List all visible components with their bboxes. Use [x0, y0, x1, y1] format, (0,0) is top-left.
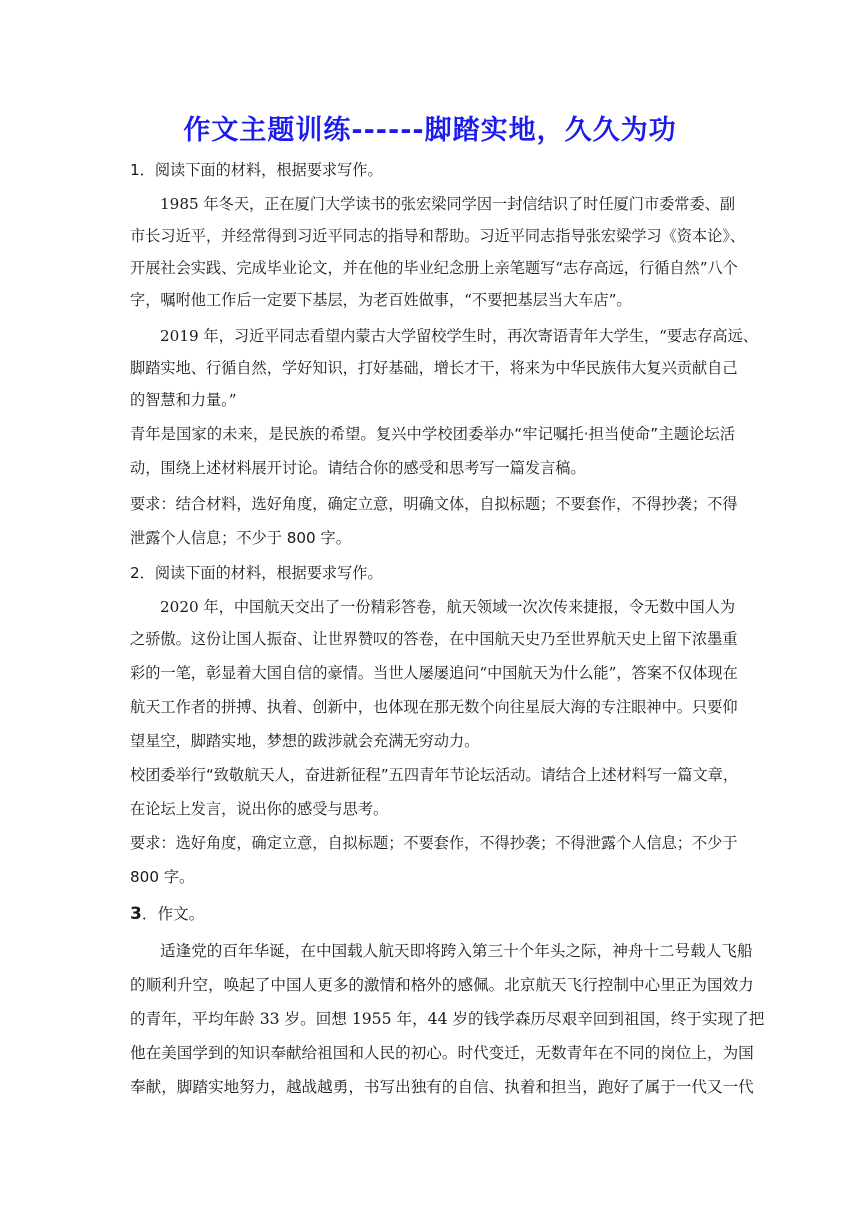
- q2-p1-line: 之骄傲。这份让国人振奋、让世界赞叹的答卷，在中国航天史乃至世界航天史上留下浓墨重: [130, 630, 738, 648]
- q1-p1-line: 字，嘱咐他工作后一定要下基层，为老百姓做事，“不要把基层当大车店”。: [130, 291, 632, 309]
- q1-p3-line: 动，围绕上述材料展开讨论。请结合你的感受和思考写一篇发言稿。: [130, 459, 586, 477]
- q2-p2-line: 校团委举行“致敬航天人，奋进新征程”五四青年节论坛活动。请结合上述材料写一篇文章，: [130, 766, 739, 784]
- q1-p3-line: 青年是国家的未来，是民族的希望。复兴中学校团委举办“牢记嘱托·担当使命”主题论坛活: [130, 425, 735, 443]
- q3-heading-text: ．作文。: [141, 905, 205, 923]
- q1-p1-line: 1985 年冬天，正在厦门大学读书的张宏梁同学因一封信结识了时任厦门市委常委、副: [160, 195, 736, 213]
- q3-number: 3: [130, 904, 142, 924]
- q2-p3-line: 要求：选好角度，确定立意，自拟标题；不要套作，不得抄袭；不得泄露个人信息；不少于: [130, 834, 738, 852]
- q1-p2-line: 的智慧和力量。”: [130, 391, 237, 409]
- q1-p1-line: 市长习近平，并经常得到习近平同志的指导和帮助。习近平同志指导张宏梁学习《资本论》、: [130, 227, 746, 245]
- q2-p2-line: 在论坛上发言，说出你的感受与思考。: [130, 800, 389, 818]
- q2-p3-line: 800 字。: [130, 868, 195, 886]
- q1-p2-line: 2019 年，习近平同志看望内蒙古大学留校学生时，再次寄语青年大学生，“要志存高远、: [160, 327, 758, 345]
- q1-p2-line: 脚踏实地、行循自然，学好知识，打好基础，增长才干，将来为中华民族伟大复兴贡献自己: [130, 359, 738, 377]
- q2-p1-line: 2020 年，中国航天交出了一份精彩答卷，航天领域一次次传来捷报，令无数中国人为: [160, 598, 736, 616]
- q1-p4-line: 要求：结合材料，选好角度，确定立意，明确文体，自拟标题；不要套作，不得抄袭；不得: [130, 495, 738, 513]
- q2-p1-line: 彩的一笔，彰显着大国自信的豪情。当世人屡屡追问“中国航天为什么能”，答案不仅体现在: [130, 664, 738, 682]
- q1-p1-line: 开展社会实践、完成毕业论文，并在他的毕业纪念册上亲笔题写“志存高远，行循自然”八个: [130, 259, 738, 277]
- q3-p1-line: 奉献，脚踏实地努力，越战越勇，书写出独有的自信、执着和担当，跑好了属于一代又一代: [130, 1078, 754, 1096]
- q3-p1-line: 的青年，平均年龄 33 岁。回想 1955 年，44 岁的钱学森历尽艰辛回到祖国，终于实现了把: [130, 1010, 765, 1028]
- q2-p1-line: 望星空，脚踏实地，梦想的跋涉就会充满无穷动力。: [130, 732, 480, 750]
- q2-heading: 2．阅读下面的材料，根据要求写作。: [130, 564, 383, 582]
- q3-p1-line: 他在美国学到的知识奉献给祖国和人民的初心。时代变迁，无数青年在不同的岗位上，为国: [130, 1044, 754, 1062]
- q2-p1-line: 航天工作者的拼搏、执着、创新中，也体现在那无数个向往星辰大海的专注眼神中。只要仰: [130, 698, 738, 716]
- q1-p4-line: 泄露个人信息；不少于 800 字。: [130, 529, 351, 547]
- page-title: 作文主题训练------脚踏实地，久久为功: [183, 115, 677, 146]
- q3-heading: [130, 904, 735, 924]
- q3-p1-line: 的顺利升空，唤起了中国人更多的激情和格外的感佩。北京航天飞行控制中心里正为国效力: [130, 976, 754, 994]
- q1-heading: 1．阅读下面的材料，根据要求写作。: [130, 161, 383, 179]
- q3-p1-line: 适逢党的百年华诞，在中国载人航天即将跨入第三十个年头之际，神舟十二号载人飞船: [160, 942, 753, 960]
